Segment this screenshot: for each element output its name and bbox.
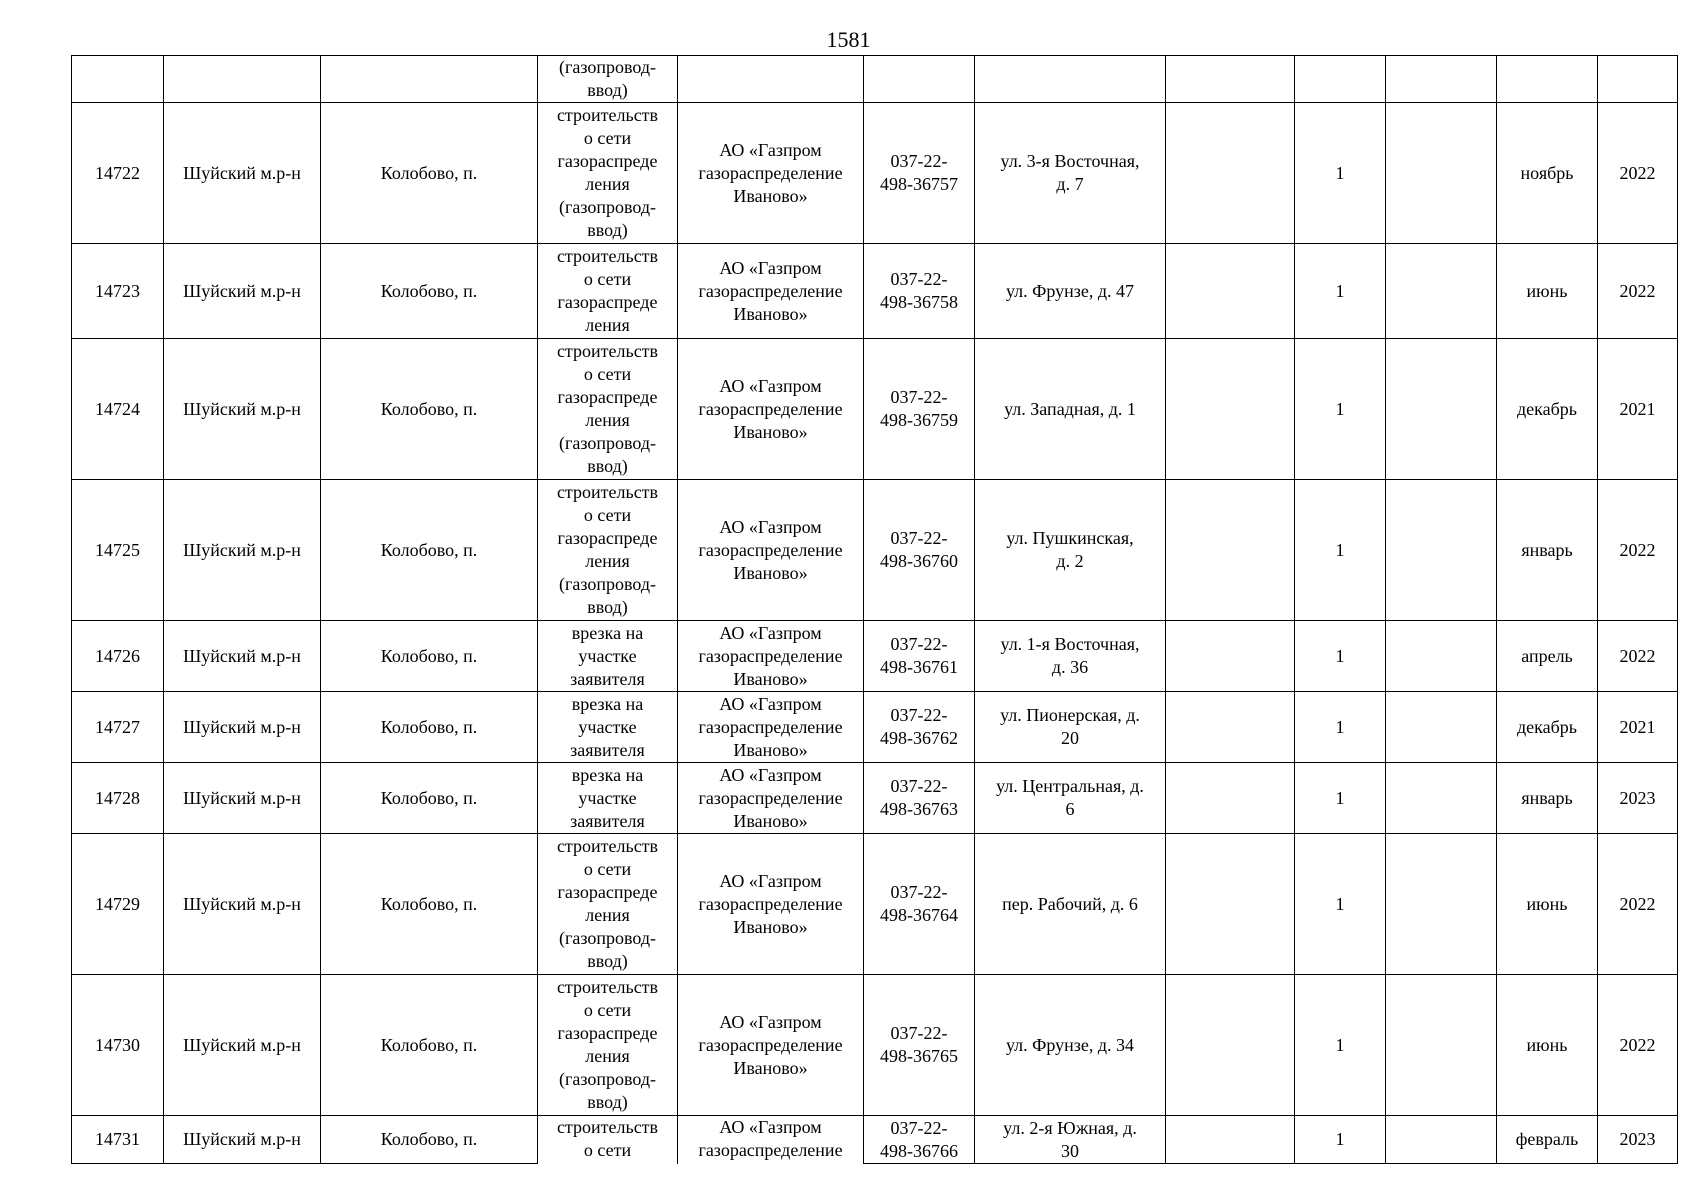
- cell-locality: Колобово, п.: [321, 103, 538, 244]
- cell-address: ул. Фрунзе, д. 34: [975, 975, 1166, 1116]
- cell-code: 037-22- 498-36758: [864, 244, 975, 339]
- cell-address: ул. 3-я Восточная, д. 7: [975, 103, 1166, 244]
- cell-locality: [321, 56, 538, 103]
- cell-organization: АО «Газпром газораспределение Иваново»: [678, 244, 864, 339]
- cell-id: 14728: [72, 763, 164, 834]
- cell-id: 14723: [72, 244, 164, 339]
- cell-code: 037-22- 498-36766: [864, 1116, 975, 1164]
- cell-empty-b: [1386, 480, 1497, 621]
- cell-organization: АО «Газпром газораспределение: [678, 1116, 864, 1164]
- cell-work-type: строительств о сети газораспреде ления (газопровод- ввод): [538, 975, 678, 1116]
- table-row: [72, 1116, 1678, 1164]
- cell-empty-a: [1166, 692, 1295, 763]
- cell-district: Шуйский м.р-н: [164, 975, 321, 1116]
- cell-quantity: 1: [1295, 975, 1386, 1116]
- cell-year: 2023: [1598, 763, 1678, 834]
- cell-year: 2021: [1598, 339, 1678, 480]
- cell-organization: АО «Газпром газораспределение Иваново»: [678, 621, 864, 692]
- cell-empty-b: [1386, 103, 1497, 244]
- page-number: 1581: [826, 27, 871, 52]
- cell-organization: АО «Газпром газораспределение Иваново»: [678, 480, 864, 621]
- cell-month: апрель: [1497, 621, 1598, 692]
- cell-district: Шуйский м.р-н: [164, 834, 321, 975]
- cell-id: 14731: [72, 1116, 164, 1164]
- cell-work-type: врезка на участке заявителя: [538, 692, 678, 763]
- cell-quantity: 1: [1295, 692, 1386, 763]
- cell-month: [1497, 56, 1598, 103]
- cell-work-type: (газопровод- ввод): [538, 56, 678, 103]
- table-row-continuation: [72, 56, 1678, 103]
- cell-locality: Колобово, п.: [321, 621, 538, 692]
- cell-empty-a: [1166, 834, 1295, 975]
- cell-id: 14724: [72, 339, 164, 480]
- cell-locality: Колобово, п.: [321, 763, 538, 834]
- cell-address: пер. Рабочий, д. 6: [975, 834, 1166, 975]
- cell-district: Шуйский м.р-н: [164, 339, 321, 480]
- cell-empty-b: [1386, 339, 1497, 480]
- cell-id: 14730: [72, 975, 164, 1116]
- cell-organization: АО «Газпром газораспределение Иваново»: [678, 763, 864, 834]
- cell-address: ул. 1-я Восточная, д. 36: [975, 621, 1166, 692]
- cell-quantity: 1: [1295, 103, 1386, 244]
- cell-year: [1598, 56, 1678, 103]
- table-row: [72, 975, 1678, 1116]
- cell-quantity: 1: [1295, 834, 1386, 975]
- cell-year: 2022: [1598, 975, 1678, 1116]
- cell-code: 037-22- 498-36762: [864, 692, 975, 763]
- cell-empty-b: [1386, 975, 1497, 1116]
- cell-district: Шуйский м.р-н: [164, 763, 321, 834]
- cell-month: январь: [1497, 763, 1598, 834]
- cell-empty-b: [1386, 244, 1497, 339]
- cell-empty-a: [1166, 975, 1295, 1116]
- table-row: [72, 339, 1678, 480]
- cell-empty-a: [1166, 56, 1295, 103]
- cell-empty-a: [1166, 244, 1295, 339]
- cell-year: 2022: [1598, 103, 1678, 244]
- cell-year: 2022: [1598, 244, 1678, 339]
- cell-organization: АО «Газпром газораспределение Иваново»: [678, 103, 864, 244]
- cell-code: 037-22- 498-36765: [864, 975, 975, 1116]
- cell-month: июнь: [1497, 244, 1598, 339]
- cell-locality: Колобово, п.: [321, 480, 538, 621]
- cell-locality: Колобово, п.: [321, 834, 538, 975]
- cell-id: 14726: [72, 621, 164, 692]
- cell-district: Шуйский м.р-н: [164, 621, 321, 692]
- table-row: [72, 692, 1678, 763]
- cell-year: 2022: [1598, 480, 1678, 621]
- cell-locality: Колобово, п.: [321, 975, 538, 1116]
- cell-empty-b: [1386, 692, 1497, 763]
- cell-empty-b: [1386, 1116, 1497, 1164]
- cell-empty-a: [1166, 1116, 1295, 1164]
- cell-month: декабрь: [1497, 692, 1598, 763]
- cell-quantity: 1: [1295, 339, 1386, 480]
- cell-quantity: 1: [1295, 1116, 1386, 1164]
- cell-empty-b: [1386, 56, 1497, 103]
- cell-code: 037-22- 498-36760: [864, 480, 975, 621]
- cell-empty-b: [1386, 834, 1497, 975]
- cell-id: 14727: [72, 692, 164, 763]
- cell-district: [164, 56, 321, 103]
- cell-quantity: [1295, 56, 1386, 103]
- cell-work-type: строительств о сети газораспреде ления (газопровод- ввод): [538, 103, 678, 244]
- cell-district: Шуйский м.р-н: [164, 103, 321, 244]
- cell-month: декабрь: [1497, 339, 1598, 480]
- cell-organization: АО «Газпром газораспределение Иваново»: [678, 834, 864, 975]
- cell-work-type: строительств о сети газораспреде ления (газопровод- ввод): [538, 339, 678, 480]
- cell-code: 037-22- 498-36763: [864, 763, 975, 834]
- cell-address: ул. Западная, д. 1: [975, 339, 1166, 480]
- cell-code: 037-22- 498-36757: [864, 103, 975, 244]
- table-body: [72, 56, 1678, 1164]
- cell-empty-a: [1166, 339, 1295, 480]
- cell-month: июнь: [1497, 975, 1598, 1116]
- cell-quantity: 1: [1295, 480, 1386, 621]
- cell-empty-b: [1386, 621, 1497, 692]
- table-row: [72, 763, 1678, 834]
- table-row: [72, 480, 1678, 621]
- cell-id: 14725: [72, 480, 164, 621]
- table-row: [72, 244, 1678, 339]
- table-row: [72, 103, 1678, 244]
- cell-address: ул. Пионерская, д. 20: [975, 692, 1166, 763]
- cell-work-type: строительств о сети: [538, 1116, 678, 1164]
- cell-id: [72, 56, 164, 103]
- cell-locality: Колобово, п.: [321, 339, 538, 480]
- cell-code: 037-22- 498-36764: [864, 834, 975, 975]
- cell-work-type: строительств о сети газораспреде ления (газопровод- ввод): [538, 480, 678, 621]
- cell-empty-a: [1166, 103, 1295, 244]
- cell-organization: АО «Газпром газораспределение Иваново»: [678, 692, 864, 763]
- table-row: [72, 621, 1678, 692]
- cell-organization: АО «Газпром газораспределение Иваново»: [678, 975, 864, 1116]
- cell-address: ул. 2-я Южная, д. 30: [975, 1116, 1166, 1164]
- registry-table: [71, 55, 1678, 1164]
- cell-locality: Колобово, п.: [321, 692, 538, 763]
- cell-code: 037-22- 498-36761: [864, 621, 975, 692]
- cell-work-type: врезка на участке заявителя: [538, 763, 678, 834]
- cell-id: 14722: [72, 103, 164, 244]
- cell-address: [975, 56, 1166, 103]
- cell-month: февраль: [1497, 1116, 1598, 1164]
- cell-empty-b: [1386, 763, 1497, 834]
- cell-code: [864, 56, 975, 103]
- cell-organization: АО «Газпром газораспределение Иваново»: [678, 339, 864, 480]
- cell-code: 037-22- 498-36759: [864, 339, 975, 480]
- cell-month: январь: [1497, 480, 1598, 621]
- cell-empty-a: [1166, 763, 1295, 834]
- cell-month: июнь: [1497, 834, 1598, 975]
- cell-organization: [678, 56, 864, 103]
- cell-work-type: врезка на участке заявителя: [538, 621, 678, 692]
- cell-year: 2022: [1598, 621, 1678, 692]
- cell-empty-a: [1166, 621, 1295, 692]
- cell-id: 14729: [72, 834, 164, 975]
- cell-quantity: 1: [1295, 244, 1386, 339]
- cell-district: Шуйский м.р-н: [164, 480, 321, 621]
- cell-quantity: 1: [1295, 763, 1386, 834]
- cell-district: Шуйский м.р-н: [164, 692, 321, 763]
- cell-quantity: 1: [1295, 621, 1386, 692]
- cell-year: 2021: [1598, 692, 1678, 763]
- cell-year: 2023: [1598, 1116, 1678, 1164]
- cell-locality: Колобово, п.: [321, 244, 538, 339]
- cell-year: 2022: [1598, 834, 1678, 975]
- table-row: [72, 834, 1678, 975]
- cell-work-type: строительств о сети газораспреде ления: [538, 244, 678, 339]
- cell-month: ноябрь: [1497, 103, 1598, 244]
- cell-empty-a: [1166, 480, 1295, 621]
- cell-district: Шуйский м.р-н: [164, 244, 321, 339]
- cell-work-type: строительств о сети газораспреде ления (газопровод- ввод): [538, 834, 678, 975]
- cell-locality: Колобово, п.: [321, 1116, 538, 1164]
- cell-district: Шуйский м.р-н: [164, 1116, 321, 1164]
- cell-address: ул. Пушкинская, д. 2: [975, 480, 1166, 621]
- cell-address: ул. Центральная, д. 6: [975, 763, 1166, 834]
- cell-address: ул. Фрунзе, д. 47: [975, 244, 1166, 339]
